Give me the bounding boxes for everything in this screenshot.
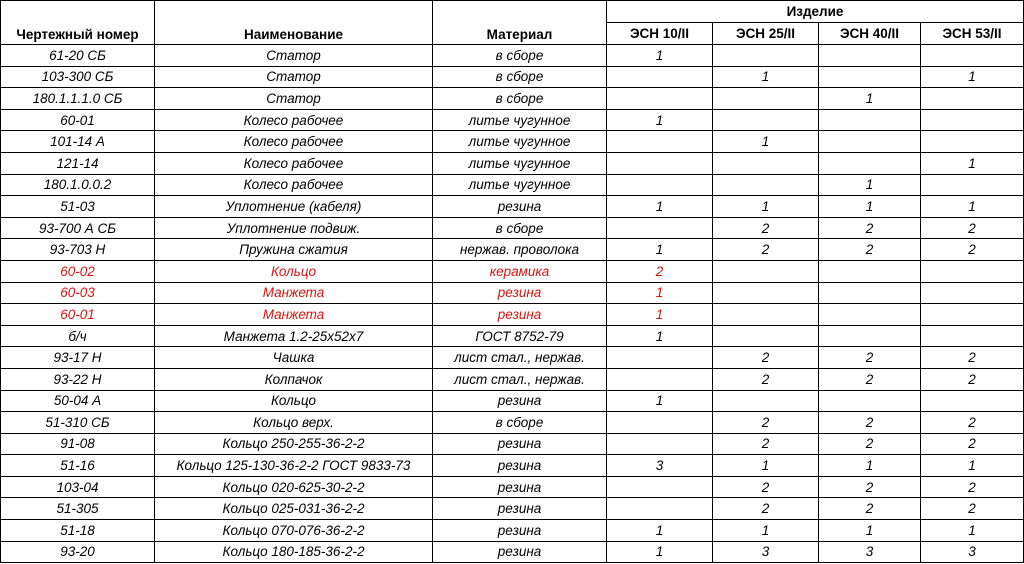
- cell-name: Колесо рабочее: [155, 131, 433, 153]
- cell-part-number: 60-03: [1, 282, 155, 304]
- cell-material: резина: [433, 433, 607, 455]
- cell-material: резина: [433, 541, 607, 563]
- cell-qty: 2: [819, 498, 921, 520]
- table-row: [1, 412, 1024, 434]
- cell-part-number: 101-14 А: [1, 131, 155, 153]
- cell-qty: [921, 325, 1024, 347]
- cell-name: Колесо рабочее: [155, 152, 433, 174]
- cell-material: в сборе: [433, 66, 607, 88]
- cell-qty: 2: [921, 239, 1024, 261]
- cell-qty: 1: [819, 88, 921, 110]
- cell-name: Колпачок: [155, 368, 433, 390]
- cell-part-number: 51-310 СБ: [1, 412, 155, 434]
- cell-qty: [607, 66, 713, 88]
- cell-part-number: 60-01: [1, 109, 155, 131]
- cell-material: ГОСТ 8752-79: [433, 325, 607, 347]
- cell-name: Уплотнение подвиж.: [155, 217, 433, 239]
- cell-name: Колесо рабочее: [155, 109, 433, 131]
- cell-part-number: 180.1.0.0.2: [1, 174, 155, 196]
- table-row: [1, 260, 1024, 282]
- cell-name: Чашка: [155, 347, 433, 369]
- cell-name: Уплотнение (кабеля): [155, 196, 433, 218]
- cell-qty: 1: [819, 455, 921, 477]
- cell-qty: 2: [819, 433, 921, 455]
- cell-part-number: 50-04 А: [1, 390, 155, 412]
- cell-qty: 2: [819, 368, 921, 390]
- cell-qty: [921, 260, 1024, 282]
- cell-part-number: 60-01: [1, 304, 155, 326]
- cell-part-number: 51-16: [1, 455, 155, 477]
- header-product-group: Изделие: [607, 1, 1024, 23]
- cell-qty: [819, 282, 921, 304]
- table-row: [1, 520, 1024, 542]
- cell-qty: [713, 390, 819, 412]
- cell-name: Кольцо 125-130-36-2-2 ГОСТ 9833-73: [155, 455, 433, 477]
- cell-material: резина: [433, 498, 607, 520]
- table-row: [1, 368, 1024, 390]
- table-row: [1, 109, 1024, 131]
- cell-qty: 2: [713, 239, 819, 261]
- cell-qty: 1: [921, 196, 1024, 218]
- table-row: [1, 66, 1024, 88]
- cell-material: в сборе: [433, 45, 607, 67]
- cell-qty: 3: [713, 541, 819, 563]
- cell-qty: 1: [713, 66, 819, 88]
- cell-name: Статор: [155, 45, 433, 67]
- cell-material: лист стал., нержав.: [433, 368, 607, 390]
- cell-part-number: 103-04: [1, 476, 155, 498]
- cell-material: керамика: [433, 260, 607, 282]
- cell-qty: [713, 260, 819, 282]
- cell-qty: [819, 45, 921, 67]
- cell-material: резина: [433, 520, 607, 542]
- cell-qty: 2: [921, 412, 1024, 434]
- table-body: [1, 45, 1024, 563]
- cell-part-number: 51-18: [1, 520, 155, 542]
- header-product: ЭСН 10/II: [607, 23, 713, 45]
- cell-qty: [819, 66, 921, 88]
- cell-part-number: 93-700 А СБ: [1, 217, 155, 239]
- cell-qty: [921, 174, 1024, 196]
- cell-qty: [607, 217, 713, 239]
- cell-qty: 1: [819, 520, 921, 542]
- cell-part-number: 121-14: [1, 152, 155, 174]
- cell-qty: 2: [819, 239, 921, 261]
- cell-qty: 1: [713, 455, 819, 477]
- cell-qty: 1: [819, 174, 921, 196]
- table-row: [1, 217, 1024, 239]
- cell-part-number: 91-08: [1, 433, 155, 455]
- cell-qty: 2: [921, 368, 1024, 390]
- cell-part-number: 93-20: [1, 541, 155, 563]
- cell-name: Манжета 1.2-25x52x7: [155, 325, 433, 347]
- table-row: [1, 88, 1024, 110]
- cell-qty: 2: [819, 476, 921, 498]
- cell-qty: [819, 109, 921, 131]
- header-product: ЭСН 25/II: [713, 23, 819, 45]
- cell-qty: 1: [819, 196, 921, 218]
- cell-material: в сборе: [433, 412, 607, 434]
- cell-qty: [921, 88, 1024, 110]
- cell-material: в сборе: [433, 88, 607, 110]
- cell-part-number: 103-300 СБ: [1, 66, 155, 88]
- cell-material: резина: [433, 476, 607, 498]
- cell-material: литье чугунное: [433, 152, 607, 174]
- cell-qty: 3: [819, 541, 921, 563]
- cell-material: лист стал., нержав.: [433, 347, 607, 369]
- cell-qty: [921, 304, 1024, 326]
- cell-qty: [819, 152, 921, 174]
- table-row: [1, 45, 1024, 67]
- cell-material: в сборе: [433, 217, 607, 239]
- cell-material: нержав. проволока: [433, 239, 607, 261]
- cell-qty: 2: [921, 498, 1024, 520]
- cell-name: Статор: [155, 88, 433, 110]
- cell-qty: 1: [607, 239, 713, 261]
- cell-name: Кольцо 025-031-36-2-2: [155, 498, 433, 520]
- cell-qty: [921, 131, 1024, 153]
- cell-qty: [819, 390, 921, 412]
- cell-qty: 2: [921, 347, 1024, 369]
- cell-name: Кольцо: [155, 260, 433, 282]
- cell-material: резина: [433, 455, 607, 477]
- cell-qty: 1: [607, 109, 713, 131]
- cell-part-number: 93-703 Н: [1, 239, 155, 261]
- cell-qty: 1: [713, 196, 819, 218]
- cell-qty: [921, 109, 1024, 131]
- cell-qty: [607, 368, 713, 390]
- cell-qty: 1: [607, 196, 713, 218]
- cell-material: резина: [433, 304, 607, 326]
- cell-qty: [607, 476, 713, 498]
- table-row: [1, 239, 1024, 261]
- cell-qty: [819, 325, 921, 347]
- cell-qty: 2: [713, 476, 819, 498]
- cell-qty: 1: [921, 520, 1024, 542]
- cell-qty: 2: [713, 217, 819, 239]
- cell-qty: 2: [819, 217, 921, 239]
- table-row: [1, 152, 1024, 174]
- header-material: Материал: [433, 1, 607, 45]
- cell-part-number: 61-20 СБ: [1, 45, 155, 67]
- cell-qty: 1: [607, 520, 713, 542]
- cell-qty: [713, 152, 819, 174]
- cell-qty: 1: [607, 304, 713, 326]
- cell-qty: [713, 325, 819, 347]
- cell-part-number: 93-22 Н: [1, 368, 155, 390]
- cell-name: Кольцо 070-076-36-2-2: [155, 520, 433, 542]
- table-row: [1, 174, 1024, 196]
- cell-part-number: 60-02: [1, 260, 155, 282]
- cell-qty: [607, 412, 713, 434]
- header-part-number: Чертежный номер: [1, 1, 155, 45]
- cell-part-number: б/ч: [1, 325, 155, 347]
- cell-qty: [713, 109, 819, 131]
- cell-qty: 1: [921, 152, 1024, 174]
- header-product: ЭСН 40/II: [819, 23, 921, 45]
- cell-name: Кольцо 020-625-30-2-2: [155, 476, 433, 498]
- header-name: Наименование: [155, 1, 433, 45]
- cell-material: резина: [433, 282, 607, 304]
- cell-qty: [921, 45, 1024, 67]
- cell-qty: 1: [607, 282, 713, 304]
- cell-qty: 2: [713, 433, 819, 455]
- cell-qty: 2: [713, 412, 819, 434]
- cell-qty: [713, 88, 819, 110]
- cell-qty: 2: [713, 347, 819, 369]
- cell-name: Пружина сжатия: [155, 239, 433, 261]
- table-header: [1, 1, 1024, 45]
- cell-qty: 2: [607, 260, 713, 282]
- cell-qty: [607, 433, 713, 455]
- cell-qty: 1: [921, 66, 1024, 88]
- cell-part-number: 93-17 Н: [1, 347, 155, 369]
- cell-qty: 1: [607, 45, 713, 67]
- cell-material: литье чугунное: [433, 131, 607, 153]
- cell-qty: 2: [819, 412, 921, 434]
- cell-qty: [607, 174, 713, 196]
- cell-qty: 2: [713, 498, 819, 520]
- cell-qty: 1: [607, 541, 713, 563]
- cell-name: Манжета: [155, 282, 433, 304]
- cell-qty: 2: [921, 433, 1024, 455]
- cell-qty: 1: [607, 390, 713, 412]
- table-row: [1, 304, 1024, 326]
- cell-name: Манжета: [155, 304, 433, 326]
- cell-material: литье чугунное: [433, 174, 607, 196]
- table-row: [1, 282, 1024, 304]
- table-row: [1, 498, 1024, 520]
- cell-qty: 2: [819, 347, 921, 369]
- cell-qty: 1: [713, 520, 819, 542]
- cell-qty: [607, 152, 713, 174]
- table-row: [1, 455, 1024, 477]
- table-row: [1, 433, 1024, 455]
- cell-qty: 3: [921, 541, 1024, 563]
- cell-material: резина: [433, 390, 607, 412]
- cell-qty: [921, 282, 1024, 304]
- cell-name: Кольцо 180-185-36-2-2: [155, 541, 433, 563]
- cell-qty: [713, 304, 819, 326]
- table-row: [1, 476, 1024, 498]
- cell-qty: [713, 282, 819, 304]
- cell-qty: [607, 131, 713, 153]
- table-row: [1, 196, 1024, 218]
- cell-material: резина: [433, 196, 607, 218]
- cell-part-number: 51-03: [1, 196, 155, 218]
- cell-qty: 1: [713, 131, 819, 153]
- table-row: [1, 541, 1024, 563]
- cell-qty: 1: [921, 455, 1024, 477]
- cell-qty: [713, 174, 819, 196]
- cell-name: Кольцо 250-255-36-2-2: [155, 433, 433, 455]
- cell-material: литье чугунное: [433, 109, 607, 131]
- cell-qty: [921, 390, 1024, 412]
- cell-qty: 3: [607, 455, 713, 477]
- cell-qty: 1: [607, 325, 713, 347]
- cell-qty: [713, 45, 819, 67]
- cell-qty: [607, 498, 713, 520]
- cell-qty: 2: [713, 368, 819, 390]
- table-row: [1, 325, 1024, 347]
- cell-name: Колесо рабочее: [155, 174, 433, 196]
- cell-qty: [607, 347, 713, 369]
- header-product: ЭСН 53/II: [921, 23, 1024, 45]
- table-row: [1, 131, 1024, 153]
- table-row: [1, 347, 1024, 369]
- cell-name: Статор: [155, 66, 433, 88]
- cell-part-number: 51-305: [1, 498, 155, 520]
- cell-name: Кольцо: [155, 390, 433, 412]
- cell-qty: 2: [921, 217, 1024, 239]
- cell-qty: [819, 131, 921, 153]
- cell-qty: [607, 88, 713, 110]
- cell-name: Кольцо верх.: [155, 412, 433, 434]
- table-row: [1, 390, 1024, 412]
- cell-part-number: 180.1.1.1.0 СБ: [1, 88, 155, 110]
- cell-qty: 2: [921, 476, 1024, 498]
- cell-qty: [819, 260, 921, 282]
- cell-qty: [819, 304, 921, 326]
